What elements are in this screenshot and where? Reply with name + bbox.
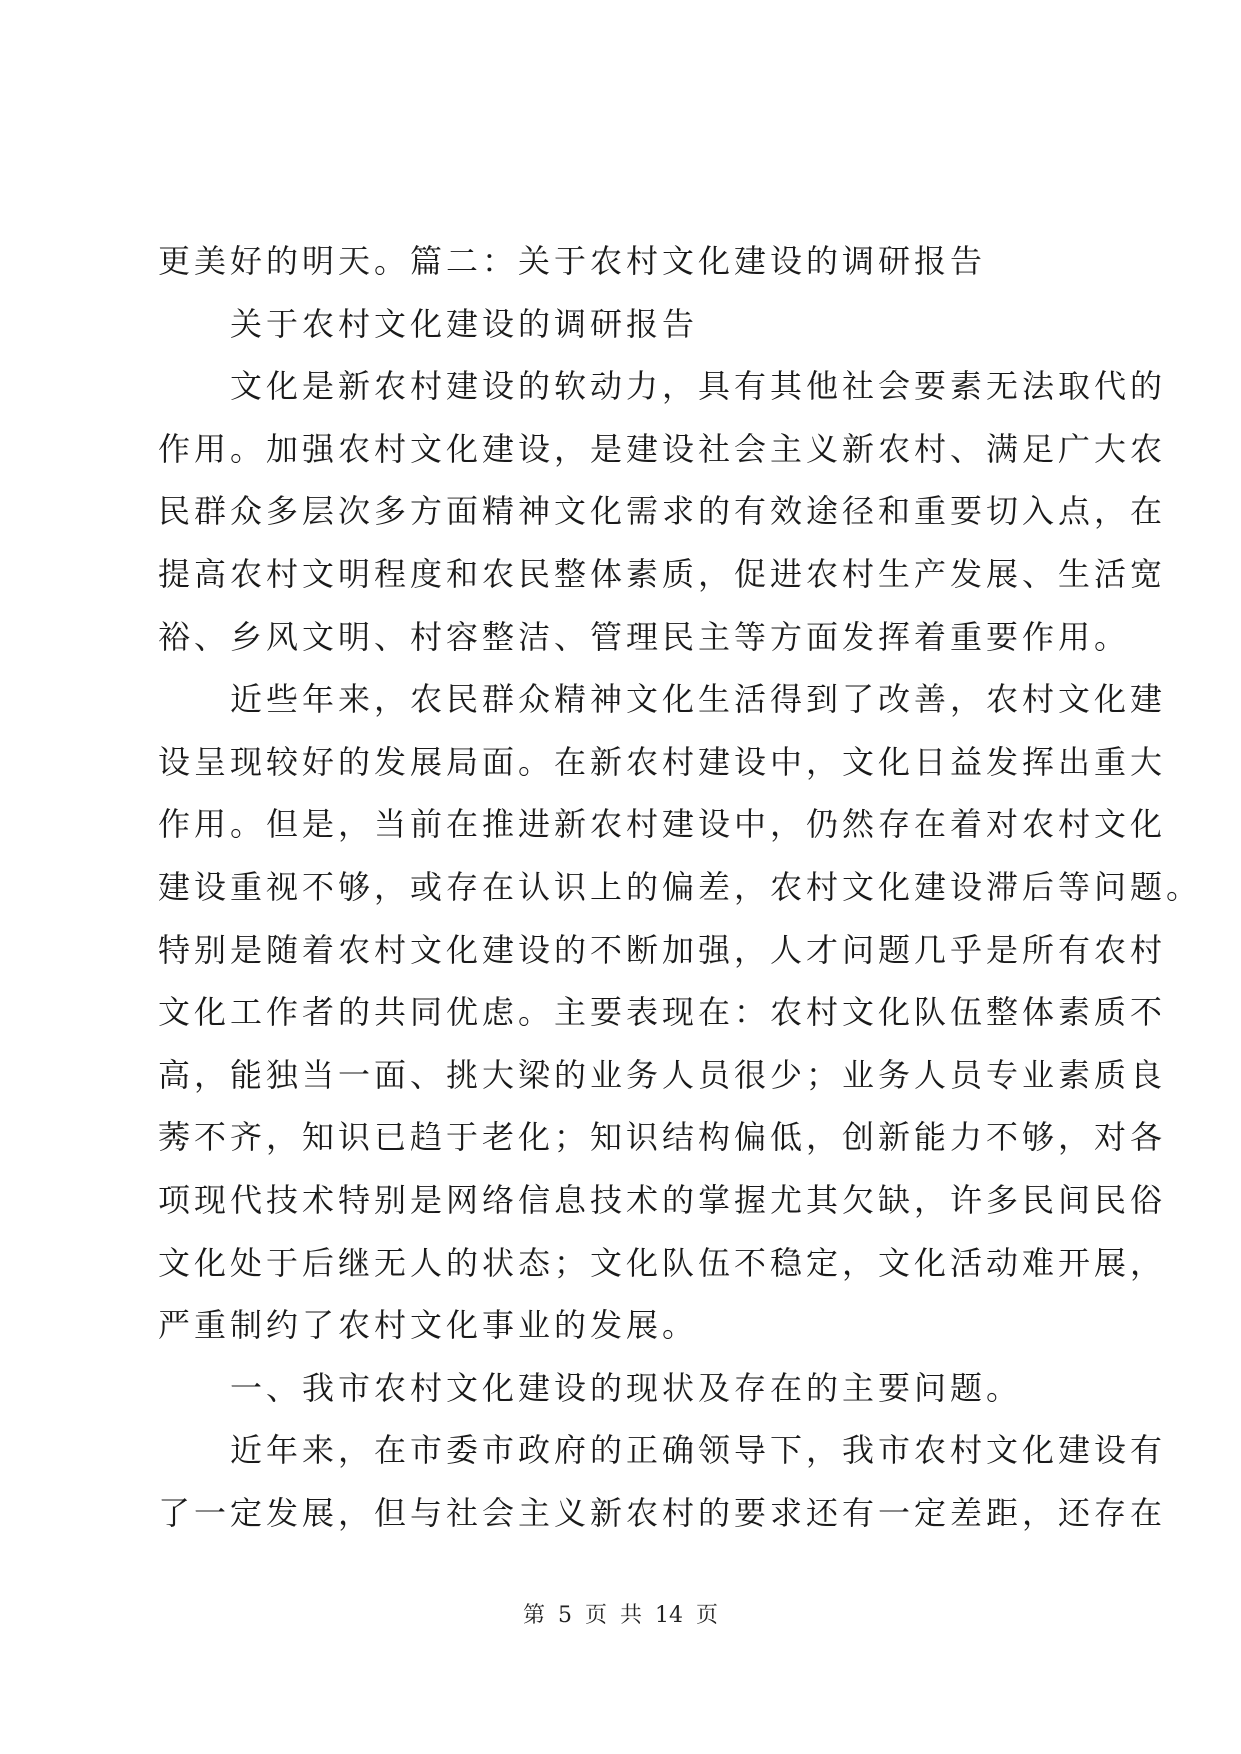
section-title: 关于农村文化建设的调研报告 [158, 304, 699, 343]
text-line: 文化工作者的共同优虑。主要表现在：农村文化队伍整体素质不 [158, 993, 1167, 1032]
text-line: 设呈现较好的发展局面。在新农村建设中，文化日益发挥出重大 [158, 742, 1167, 781]
text-line: 近些年来，农民群众精神文化生活得到了改善，农村文化建 [158, 680, 1167, 719]
text-line: 作用。但是，当前在推进新农村建设中，仍然存在着对农村文化 [158, 805, 1167, 844]
section-heading: 一、我市农村文化建设的现状及存在的主要问题。 [158, 1368, 1023, 1407]
text-line: 近年来，在市委市政府的正确领导下，我市农村文化建设有 [158, 1431, 1167, 1470]
text-line: 文化处于后继无人的状态；文化队伍不稳定，文化活动难开展， [158, 1243, 1167, 1282]
text-line: 作用。加强农村文化建设，是建设社会主义新农村、满足广大农 [158, 429, 1167, 468]
page-number: 第 5 页 共 14 页 [523, 1603, 718, 1628]
text-line: 文化是新农村建设的软动力，具有其他社会要素无法取代的 [158, 367, 1167, 406]
text-line: 裕、乡风文明、村容整洁、管理民主等方面发挥着重要作用。 [158, 617, 1131, 656]
text-line: 民群众多层次多方面精神文化需求的有效途径和重要切入点，在 [158, 492, 1167, 531]
text-line: 更美好的明天。篇二：关于农村文化建设的调研报告 [158, 242, 987, 280]
text-line: 了一定发展，但与社会主义新农村的要求还有一定差距，还存在 [158, 1493, 1167, 1532]
text-line: 莠不齐，知识已趋于老化；知识结构偏低，创新能力不够，对各 [158, 1118, 1167, 1157]
text-line: 特别是随着农村文化建设的不断加强，人才问题几乎是所有农村 [158, 930, 1167, 969]
text-line: 严重制约了农村文化事业的发展。 [158, 1306, 699, 1345]
document-body [158, 230, 1203, 1544]
text-line: 项现代技术特别是网络信息技术的掌握尤其欠缺，许多民间民俗 [158, 1180, 1167, 1219]
text-line: 建设重视不够，或存在认识上的偏差，农村文化建设滞后等问题。 [158, 867, 1203, 906]
page-footer [0, 1598, 1241, 1629]
text-line: 高，能独当一面、挑大梁的业务人员很少；业务人员专业素质良 [158, 1055, 1167, 1094]
text-line: 提高农村文明程度和农民整体素质，促进农村生产发展、生活宽 [158, 554, 1167, 593]
